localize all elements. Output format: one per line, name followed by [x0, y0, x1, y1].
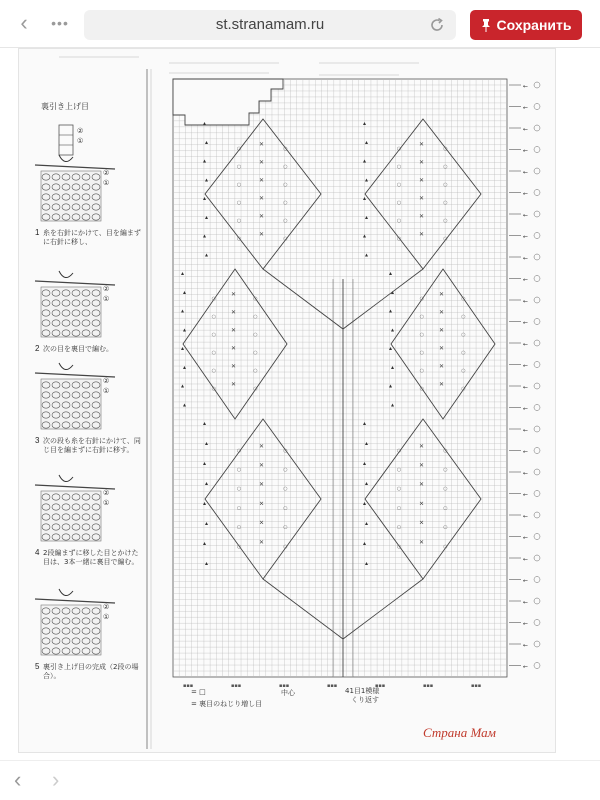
svg-text:○: ○	[211, 314, 216, 320]
svg-text:○: ○	[396, 236, 402, 242]
svg-text:○: ○	[211, 296, 216, 302]
svg-text:←: ←	[523, 169, 529, 176]
svg-text:▪▪▪: ▪▪▪	[471, 683, 482, 689]
svg-text:✕: ✕	[439, 345, 445, 352]
svg-text:▪▪▪: ▪▪▪	[375, 683, 386, 689]
svg-text:▴: ▴	[203, 195, 207, 202]
svg-text:✕: ✕	[259, 213, 265, 220]
svg-text:○: ○	[211, 332, 216, 338]
svg-text:▴: ▴	[365, 213, 369, 221]
left-panel-title: 裏引き上げ目	[41, 102, 89, 111]
back-button[interactable]: ‹	[20, 10, 28, 35]
svg-text:←: ←	[523, 577, 529, 585]
svg-text:○: ○	[236, 236, 242, 242]
svg-text:○: ○	[283, 164, 288, 170]
svg-text:○: ○	[253, 350, 258, 356]
svg-text:①: ①	[103, 295, 110, 303]
svg-text:▴: ▴	[363, 540, 367, 547]
svg-text:←: ←	[523, 190, 529, 198]
svg-text:に右針に移し、: に右針に移し、	[43, 238, 92, 246]
svg-text:○: ○	[419, 368, 424, 374]
svg-text:○: ○	[283, 146, 288, 152]
svg-text:○: ○	[443, 505, 448, 512]
forward-icon[interactable]: ›	[52, 767, 60, 792]
svg-text:▴: ▴	[363, 195, 367, 202]
svg-text:▴: ▴	[205, 213, 209, 221]
svg-text:○: ○	[419, 332, 424, 338]
svg-text:▴: ▴	[205, 480, 209, 487]
step-illustrations	[35, 155, 141, 680]
svg-text:▪▪▪: ▪▪▪	[183, 683, 194, 689]
svg-text:✕: ✕	[419, 195, 425, 202]
svg-text:▴: ▴	[363, 460, 367, 467]
svg-text:✕: ✕	[439, 381, 445, 388]
svg-text:✕: ✕	[259, 177, 265, 184]
svg-text:✕: ✕	[419, 481, 425, 489]
svg-text:✕: ✕	[439, 309, 445, 316]
svg-text:←: ←	[523, 104, 529, 112]
svg-text:←: ←	[523, 599, 529, 606]
svg-text:○: ○	[283, 236, 288, 242]
svg-text:○: ○	[461, 296, 466, 302]
svg-text:▴: ▴	[365, 440, 369, 447]
svg-text:←: ←	[523, 126, 529, 133]
svg-text:✕: ✕	[231, 345, 237, 352]
svg-text:▴: ▴	[389, 307, 393, 315]
scanned-page	[18, 48, 556, 753]
svg-text:▴: ▴	[363, 500, 367, 507]
svg-text:▴: ▴	[365, 560, 369, 567]
svg-text:▪▪▪: ▪▪▪	[231, 683, 242, 689]
svg-text:▴: ▴	[389, 270, 393, 277]
svg-text:○: ○	[443, 218, 448, 224]
svg-text:▪▪▪: ▪▪▪	[423, 683, 434, 689]
svg-text:○: ○	[236, 505, 242, 512]
svg-text:←: ←	[523, 276, 529, 284]
svg-text:○: ○	[443, 146, 448, 152]
svg-text:①: ①	[77, 137, 84, 145]
svg-text:▴: ▴	[205, 251, 209, 259]
svg-text:○: ○	[236, 218, 242, 224]
svg-text:✕: ✕	[259, 481, 265, 489]
svg-text:○: ○	[211, 386, 216, 392]
svg-text:○: ○	[396, 486, 402, 493]
step-number: 5	[35, 662, 40, 671]
svg-text:▴: ▴	[363, 420, 367, 427]
svg-text:○: ○	[443, 182, 448, 188]
svg-text:○: ○	[396, 505, 402, 512]
svg-text:←: ←	[523, 663, 529, 671]
svg-text:▴: ▴	[205, 138, 209, 146]
svg-text:←: ←	[523, 556, 529, 563]
svg-text:○: ○	[236, 164, 242, 170]
svg-text:○: ○	[236, 447, 242, 454]
svg-text:○: ○	[211, 350, 216, 356]
svg-text:✕: ✕	[259, 500, 265, 508]
svg-text:○: ○	[396, 543, 402, 550]
svg-text:○: ○	[419, 350, 424, 356]
svg-text:←: ←	[523, 491, 529, 499]
svg-text:▴: ▴	[203, 420, 207, 427]
svg-text:✕: ✕	[259, 462, 265, 469]
svg-text:▴: ▴	[365, 480, 369, 487]
chart-footer-repeat2: くり返す	[351, 696, 379, 704]
svg-text:①: ①	[103, 613, 110, 621]
svg-text:○: ○	[419, 314, 424, 320]
svg-text:✕: ✕	[419, 500, 425, 508]
step-5	[35, 589, 138, 680]
svg-text:✕: ✕	[419, 231, 425, 238]
svg-text:✕: ✕	[439, 327, 445, 334]
chart-footer-center: 中心	[281, 689, 295, 697]
svg-text:○: ○	[253, 332, 258, 338]
step-2	[35, 271, 115, 353]
svg-text:✕: ✕	[439, 291, 445, 298]
page-content	[0, 48, 600, 760]
svg-text:✕: ✕	[259, 195, 265, 202]
svg-text:▴: ▴	[365, 251, 369, 259]
svg-text:←: ←	[523, 470, 529, 477]
svg-text:○: ○	[396, 218, 402, 224]
svg-text:○: ○	[253, 296, 258, 302]
svg-text:▴: ▴	[363, 232, 367, 240]
svg-text:✕: ✕	[419, 519, 425, 527]
svg-text:○: ○	[461, 368, 466, 374]
svg-text:←: ←	[523, 405, 529, 413]
svg-text:▴: ▴	[205, 176, 209, 184]
svg-text:←: ←	[523, 620, 529, 628]
address-bar[interactable]	[84, 10, 456, 40]
svg-text:▴: ▴	[203, 540, 207, 547]
svg-text:✕: ✕	[259, 231, 265, 238]
save-button[interactable]	[470, 10, 582, 40]
svg-text:✕: ✕	[439, 363, 445, 370]
svg-text:▴: ▴	[205, 560, 209, 567]
svg-text:○: ○	[283, 447, 288, 454]
step-text: 2段編まずに移した目とかけた	[43, 549, 139, 557]
svg-text:▴: ▴	[183, 363, 187, 371]
svg-text:○: ○	[283, 218, 288, 224]
svg-text:✕: ✕	[231, 363, 237, 370]
svg-text:○: ○	[443, 486, 448, 493]
svg-text:▴: ▴	[391, 363, 395, 371]
svg-text:▴: ▴	[365, 520, 369, 527]
svg-text:←: ←	[523, 362, 529, 370]
svg-text:○: ○	[211, 368, 216, 374]
svg-text:○: ○	[461, 332, 466, 338]
svg-text:✕: ✕	[419, 159, 425, 166]
svg-text:▴: ▴	[183, 326, 187, 334]
svg-text:○: ○	[283, 200, 288, 206]
url-text: st.stranamam.ru	[215, 16, 325, 33]
svg-text:○: ○	[253, 368, 258, 374]
svg-text:▴: ▴	[365, 138, 369, 146]
bottom-toolbar	[0, 760, 600, 800]
reload-icon[interactable]	[428, 16, 446, 34]
svg-text:▪▪▪: ▪▪▪	[279, 683, 290, 689]
svg-text:▪▪▪: ▪▪▪	[327, 683, 338, 689]
svg-text:②: ②	[103, 285, 110, 293]
svg-text:▴: ▴	[181, 307, 185, 315]
chart-footer-repeat: 41目1模様	[345, 687, 380, 695]
svg-text:▴: ▴	[363, 120, 367, 127]
svg-text:○: ○	[461, 350, 466, 356]
svg-text:✕: ✕	[259, 538, 265, 546]
svg-text:○: ○	[283, 505, 288, 512]
step-text: 次の目を裏目で編む。	[43, 345, 113, 353]
svg-text:○: ○	[396, 447, 402, 454]
svg-text:○: ○	[443, 236, 448, 242]
svg-text:合）。: 合）。	[43, 672, 61, 680]
svg-text:✕: ✕	[259, 141, 265, 148]
svg-text:▴: ▴	[203, 157, 207, 165]
svg-text:✕: ✕	[231, 291, 237, 298]
svg-text:←: ←	[523, 427, 529, 434]
watermark: Страна Мам	[423, 725, 496, 740]
svg-text:▴: ▴	[181, 382, 185, 390]
svg-text:○: ○	[419, 296, 424, 302]
svg-text:○: ○	[236, 486, 242, 493]
svg-text:✕: ✕	[231, 309, 237, 316]
step-number: 3	[35, 436, 40, 445]
save-label: Сохранить	[496, 17, 572, 33]
step-1	[35, 155, 141, 246]
svg-text:←: ←	[523, 319, 529, 327]
more-icon[interactable]: •••	[51, 15, 69, 31]
svg-text:▴: ▴	[389, 382, 393, 390]
svg-text:▴: ▴	[205, 440, 209, 447]
svg-text:▴: ▴	[391, 401, 395, 409]
svg-text:✕: ✕	[419, 538, 425, 546]
step-4	[35, 475, 138, 566]
svg-text:○: ○	[419, 386, 424, 392]
svg-text:○: ○	[396, 200, 402, 206]
back-icon[interactable]: ‹	[14, 767, 22, 792]
svg-text:○: ○	[396, 524, 402, 531]
knitting-chart	[173, 79, 540, 689]
svg-text:✕: ✕	[419, 141, 425, 148]
svg-text:▴: ▴	[391, 288, 395, 296]
svg-text:←: ←	[523, 448, 529, 456]
knitting-scan	[19, 49, 557, 754]
step-3	[35, 363, 141, 454]
svg-text:←: ←	[523, 147, 529, 155]
svg-text:✕: ✕	[419, 442, 425, 450]
step-number: 2	[35, 344, 40, 353]
svg-text:✕: ✕	[231, 381, 237, 388]
svg-text:✕: ✕	[419, 462, 425, 469]
svg-text:←: ←	[523, 384, 529, 391]
svg-text:✕: ✕	[259, 442, 265, 450]
svg-text:←: ←	[523, 212, 529, 219]
step-number: 1	[35, 228, 40, 237]
svg-text:○: ○	[461, 314, 466, 320]
svg-text:○: ○	[283, 543, 288, 550]
svg-text:▴: ▴	[365, 176, 369, 184]
svg-text:←: ←	[523, 642, 529, 649]
svg-text:✕: ✕	[259, 159, 265, 166]
svg-text:○: ○	[443, 447, 448, 454]
svg-text:○: ○	[396, 467, 402, 473]
svg-text:○: ○	[253, 314, 258, 320]
svg-text:○: ○	[443, 164, 448, 170]
browser-toolbar	[0, 0, 600, 48]
svg-text:✕: ✕	[259, 519, 265, 527]
svg-text:②: ②	[77, 127, 84, 135]
svg-text:②: ②	[103, 603, 110, 611]
svg-text:▴: ▴	[363, 157, 367, 165]
svg-text:▴: ▴	[203, 500, 207, 507]
svg-text:▴: ▴	[391, 326, 395, 334]
svg-text:▴: ▴	[203, 460, 207, 467]
svg-text:○: ○	[236, 543, 242, 550]
pin-icon	[481, 18, 491, 32]
legend-2: = 裏目のねじり増し目	[191, 700, 263, 708]
svg-text:○: ○	[283, 182, 288, 188]
svg-text:①: ①	[103, 499, 110, 507]
svg-text:▴: ▴	[389, 345, 393, 352]
svg-text:▴: ▴	[183, 288, 187, 296]
svg-text:←: ←	[523, 341, 529, 348]
svg-text:✕: ✕	[419, 177, 425, 184]
svg-text:○: ○	[443, 467, 448, 473]
svg-text:▴: ▴	[205, 520, 209, 527]
svg-text:○: ○	[236, 524, 242, 531]
svg-text:○: ○	[443, 524, 448, 531]
svg-text:○: ○	[236, 467, 242, 473]
svg-text:②: ②	[103, 169, 110, 177]
svg-text:○: ○	[443, 200, 448, 206]
svg-text:○: ○	[396, 146, 402, 152]
svg-text:○: ○	[253, 386, 258, 392]
svg-text:②: ②	[103, 377, 110, 385]
svg-text:▴: ▴	[203, 232, 207, 240]
svg-text:←: ←	[523, 255, 529, 262]
svg-text:①: ①	[103, 387, 110, 395]
svg-text:目は、3本一緒に裏目で編む。: 目は、3本一緒に裏目で編む。	[43, 558, 139, 566]
svg-text:▴: ▴	[181, 345, 185, 352]
svg-text:←: ←	[523, 233, 529, 241]
step-number: 4	[35, 548, 40, 557]
svg-text:←: ←	[523, 83, 529, 90]
step-text: 裏引き上げ目の完成（2段の場	[43, 663, 139, 671]
step-text: 次の段も糸を右針にかけて、同	[43, 437, 141, 445]
svg-text:○: ○	[283, 524, 288, 531]
svg-text:○: ○	[443, 543, 448, 550]
svg-text:▴: ▴	[181, 270, 185, 277]
svg-text:○: ○	[396, 182, 402, 188]
svg-text:じ目を編まずに右針に移す。: じ目を編まずに右針に移す。	[43, 446, 134, 454]
svg-text:○: ○	[236, 146, 242, 152]
svg-text:←: ←	[523, 513, 529, 520]
svg-text:○: ○	[396, 164, 402, 170]
svg-text:←: ←	[523, 298, 529, 305]
step-text: 糸を右針にかけて、目を編まず	[43, 229, 141, 237]
svg-text:▴: ▴	[183, 401, 187, 409]
svg-text:○: ○	[461, 386, 466, 392]
svg-text:○: ○	[236, 200, 242, 206]
svg-text:✕: ✕	[231, 327, 237, 334]
svg-text:▴: ▴	[203, 120, 207, 127]
svg-text:○: ○	[283, 486, 288, 493]
legend-1: = □	[191, 688, 206, 696]
svg-text:○: ○	[236, 182, 242, 188]
svg-text:✕: ✕	[419, 213, 425, 220]
svg-text:①: ①	[103, 179, 110, 187]
svg-text:②: ②	[103, 489, 110, 497]
svg-text:←: ←	[523, 534, 529, 542]
svg-text:○: ○	[283, 467, 288, 473]
